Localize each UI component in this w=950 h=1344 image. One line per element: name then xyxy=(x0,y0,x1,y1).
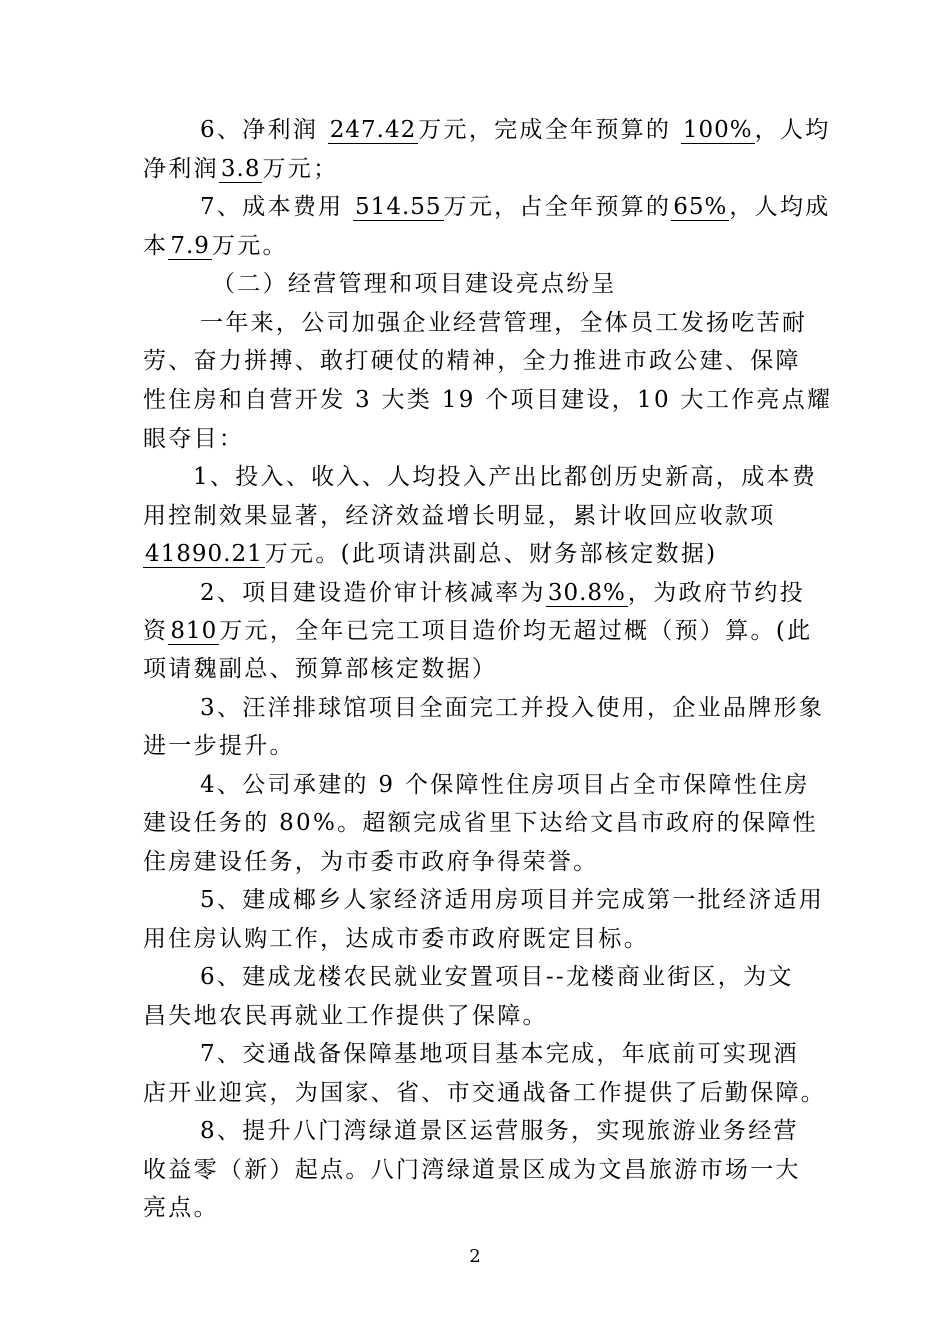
text-line: 8、提升八门湾绿道景区运营服务，实现旅游业务经营 xyxy=(200,1118,799,1144)
text-line: 性住房和自营开发 3 大类 19 个项目建设，10 大工作亮点耀 xyxy=(143,387,833,413)
text-line: 1、投入、收入、人均投入产出比都创历史新高，成本费 xyxy=(193,464,818,490)
page-number: 2 xyxy=(469,1246,481,1267)
text-line: 5、建成椰乡人家经济适用房项目并完成第一批经济适用 xyxy=(200,887,825,913)
text-line: 住房建设任务，为市委市政府争得荣誉。 xyxy=(143,849,599,875)
text-line: 建设任务的 80%。超额完成省里下达给文昌市政府的保障性 xyxy=(143,810,818,836)
text-line: 劳、奋力拼搏、敢打硬仗的精神，全力推进市政公建、保障 xyxy=(143,348,801,374)
text-line: 3、汪洋排球馆项目全面完工并投入使用，企业品牌形象 xyxy=(200,695,825,721)
text-line: 收益零（新）起点。八门湾绿道景区成为文昌旅游市场一大 xyxy=(143,1157,801,1183)
text-line: 7、成本费用 514.55万元，占全年预算的65%，人均成 xyxy=(200,194,831,220)
underlined-value: 3.8 xyxy=(220,156,261,182)
underlined-value: 41890.21 xyxy=(145,541,263,567)
underlined-value: 247.42 xyxy=(329,117,417,143)
text-line: 项请魏副总、预算部核定数据） xyxy=(143,656,498,682)
text-line: 眼夺目： xyxy=(143,426,245,452)
text-line: 昌失地农民再就业工作提供了保障。 xyxy=(143,1003,548,1029)
text-line: 进一步提升。 xyxy=(143,733,295,759)
text-line: 用住房认购工作，达成市委市政府既定目标。 xyxy=(143,926,649,952)
text-line: 资810万元，全年已完工项目造价均无超过概（预）算。(此 xyxy=(143,618,813,644)
underlined-value: 100% xyxy=(682,117,753,143)
underlined-value: 7.9 xyxy=(170,233,210,259)
text-line: 6、净利润 247.42万元，完成全年预算的 100%，人均 xyxy=(200,117,831,143)
underlined-value: 30.8% xyxy=(547,580,626,606)
text-line: 净利润3.8万元； xyxy=(143,156,339,182)
text-line: 本7.9万元。 xyxy=(143,233,288,259)
text-line: 7、交通战备保障基地项目基本完成，年底前可实现酒 xyxy=(200,1041,799,1067)
underlined-value: 810 xyxy=(170,618,218,644)
text-line: 店开业迎宾，为国家、省、市交通战备工作提供了后勤保障。 xyxy=(143,1080,827,1106)
text-line: 4、公司承建的 9 个保障性住房项目占全市保障性住房 xyxy=(200,772,810,798)
text-line: 亮点。 xyxy=(143,1195,219,1221)
text-line: 用控制效果显著，经济效益增长明显，累计收回应收款项 xyxy=(143,503,776,529)
underlined-value: 514.55 xyxy=(355,194,442,220)
text-line: 6、建成龙楼农民就业安置项目--龙楼商业街区，为文 xyxy=(200,964,794,990)
underlined-value: 65% xyxy=(673,194,728,220)
text-line: 一年来，公司加强企业经营管理，全体员工发扬吃苦耐 xyxy=(200,310,808,336)
text-line: 2、项目建设造价审计核减率为30.8%，为政府节约投 xyxy=(200,580,806,606)
section-heading: （二）经营管理和项目建设亮点纷呈 xyxy=(212,271,617,297)
text-line: 41890.21万元。(此项请洪副总、财务部核定数据) xyxy=(145,541,718,567)
